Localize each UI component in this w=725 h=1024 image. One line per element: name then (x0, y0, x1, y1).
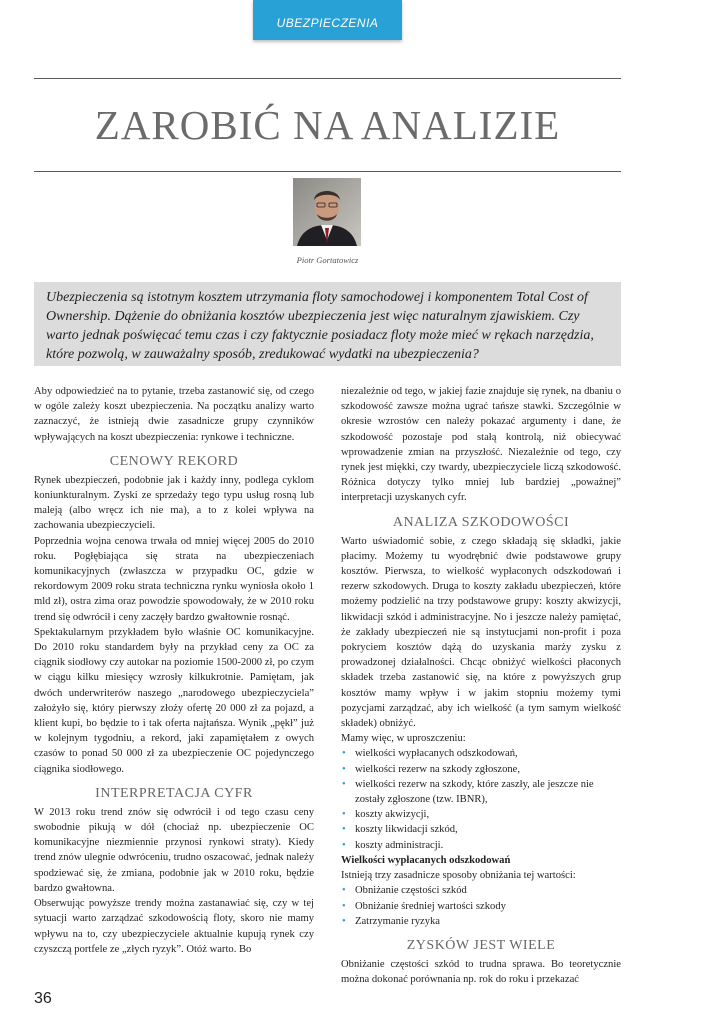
body-paragraph: Obserwując powyższe trendy można zastanawiać się, czy w tej sytuacji warto zarządzać szkodowością floty, skoro nie mamy wpływu na to, czy ubezpieczyciele aktualnie kupują rynek czy czyszczą portfele ze „złych ryzyk”. Otóż warto. Bo (34, 898, 314, 955)
list-item: • koszty akwizycji, (341, 807, 621, 822)
list-item: • koszty administracji. (341, 838, 621, 853)
cost-list (341, 746, 621, 852)
list-item: • koszty likwidacji szkód, (341, 822, 621, 837)
body-paragraph: niezależnie od tego, w jakiej fazie znajduje się rynek, na dbaniu o szkodowość zawsze można ugrać tańsze stawki. Szczególnie w okresie wzrostów cen należy pokazać argumenty i dane, że szkodowość pozostaje pod stałą kontrolą, niż obiecywać wprowadzenie zmian na przyszłość. Niezależnie od tego, czy rynek jest miękki, czy twardy, ubezpieczyciele liczą szkodowość. Różnica dotyczy tylko mniej lub bardziej „poważnej” interpretacji uzyskanych cyfr. (341, 386, 621, 504)
lead-paragraph: Ubezpieczenia są istotnym kosztem utrzymania floty samochodowej i komponentem Total Cost of Ownership. Dążenie do obniżania kosztów ubezpieczenia jest więc naturalnym zjawiskiem. Czy warto jednak poświęcać temu czas i czy faktycznie posiadacz floty może mieć w rękach narzędzia, które pozwolą, w zauważalny sposób, zredukować wydatki na ubezpieczenia? (34, 282, 621, 366)
list-item: • wielkości rezerw na szkody zgłoszone, (341, 762, 621, 777)
section-heading: ANALIZA SZKODOWOŚCI (392, 514, 570, 530)
left-column (34, 384, 314, 957)
bold-subheading: Wielkości wypłacanych odszkodowań (341, 854, 511, 866)
author-portrait-image (293, 178, 361, 246)
section-tab: UBEZPIECZENIA (253, 0, 402, 40)
section-heading: ZYSKÓW JEST WIELE (406, 937, 556, 953)
body-paragraph: Aby odpowiedzieć na to pytanie, trzeba zastanowić się, od czego w ogóle zależy koszt ubezpieczenia. Na początku analizy warto zaznaczyć, że istnieją dwie zasadnicze grupy czynników wpływających na koszt ubezpieczenia: rynkowe i techniczne. (34, 386, 314, 443)
body-paragraph: Obniżanie częstości szkód to trudna sprawa. Bo teoretycznie można dokonać porównania np. rok do roku i przekazać (341, 958, 621, 986)
list-intro: Mamy więc, w uproszczeniu: (341, 733, 466, 745)
method-list (341, 883, 621, 929)
body-paragraph: Rynek ubezpieczeń, podobnie jak i każdy inny, podlega cyklom koniunkturalnym. Zyski ze sprzedaży tego typu usług rosną lub maleją (albo wręcz ich nie ma), a to z kolei wpływa na zachowania ubezpieczycieli. (34, 474, 314, 532)
section-heading: CENOWY REKORD (109, 453, 239, 469)
section-heading: INTERPRETACJA CYFR (95, 785, 253, 801)
list-item: • Obniżanie częstości szkód (341, 883, 621, 898)
list-item: • wielkości rezerw na szkody, które zaszły, ale jeszcze nie zostały zgłoszone (tzw. IBNR), (341, 777, 621, 807)
body-paragraph: Istnieją trzy zasadnicze sposoby obniżania tej wartości: (341, 870, 576, 882)
author-caption: Piotr Gortatowicz (296, 255, 359, 265)
body-paragraph: Spektakularnym przykładem było właśnie OC komunikacyjne. Do 2010 roku standardem były na przykład ceny za OC za ciągnik siodłowy czy autokar na poziomie 1500-2000 zł, po czym w ciągu kilku miesięcy wzrosły kilkukrotnie. Pamiętam, jak dwóch underwriterów naszego „narodowego ubezpieczyciela” założyło się, który pierwszy złoży ofertę 20 000 zł za pojazd, a klient kupi, bo będzie to i tak oferta najtańsza. Wynik „pękł” już w kolejnym tygodniu, a rekord, jaki zapamiętałem z owych czasów to ponad 50 000 zł za ubezpieczenie OC pojedynczego ciągnika siodłowego. (34, 626, 314, 775)
author-photo (293, 178, 361, 246)
page-number: 36 (34, 990, 52, 1007)
top-rule (34, 78, 621, 79)
body-paragraph: Warto uświadomić sobie, z czego składają się składki, jakie płacimy. Możemy tu wyodrębnić dwie podstawowe grupy kosztów. Pierwsza, to wielkość wypłaconych odszkodowań i rezerw szkodowych. Druga to koszty zakładu ubezpieczeń, które możemy podzielić na trzy podstawowe grupy: koszty akwizycji, likwidacji szkód i administracyjne. No i jeszcze należy pamiętać, że zakłady ubezpieczeń nie są instytucjami non-profit i poza pokryciem kosztów dążą do uzyskania marży zysku z prowadzonej działalności. Chcąc obniżyć wielkości płaconych składek trzeba zastanowić się, na które z powyższych grup kosztów mamy wpływ i w jakim stopniu możemy tymi pozycjami zarządzać, aby ich wielkość (a tym samym wielkość składek) obniżyć. (341, 535, 621, 730)
list-item: • Obniżanie średniej wartości szkody (341, 899, 621, 914)
right-column (341, 384, 621, 987)
article-title: ZAROBIĆ NA ANALIZIE (94, 102, 561, 148)
list-item: • Zatrzymanie ryzyka (341, 914, 621, 929)
list-item: • wielkości wypłacanych odszkodowań, (341, 746, 621, 761)
body-paragraph: Poprzednia wojna cenowa trwała od mniej więcej 2005 do 2010 roku. Pogłębiająca się strata na ubezpieczeniach komunikacyjnych (zwłaszcza w przypadku OC, gdzie w rekordowym 2009 roku strata techniczna rynku wyniosła około 1 mld zł), ostra zima oraz powodzie spowodowały, że w 2010 roku trend się odwrócił i ceny zaczęły bardzo gwałtownie rosnąć. (34, 535, 314, 623)
title-rule (34, 171, 621, 172)
body-paragraph: W 2013 roku trend znów się odwrócił i od tego czasu ceny swobodnie pikują w dół (chociaż np. ubezpieczenie OC komunikacyjne niezmiennie przynosi rynkowi straty). Kiedy trend znów ulegnie odwróceniu, trudno oszacować, jednak należy spodziewać się, że zmiana, podobnie jak w 2010 roku, będzie bardzo gwałtowna. (34, 806, 314, 894)
